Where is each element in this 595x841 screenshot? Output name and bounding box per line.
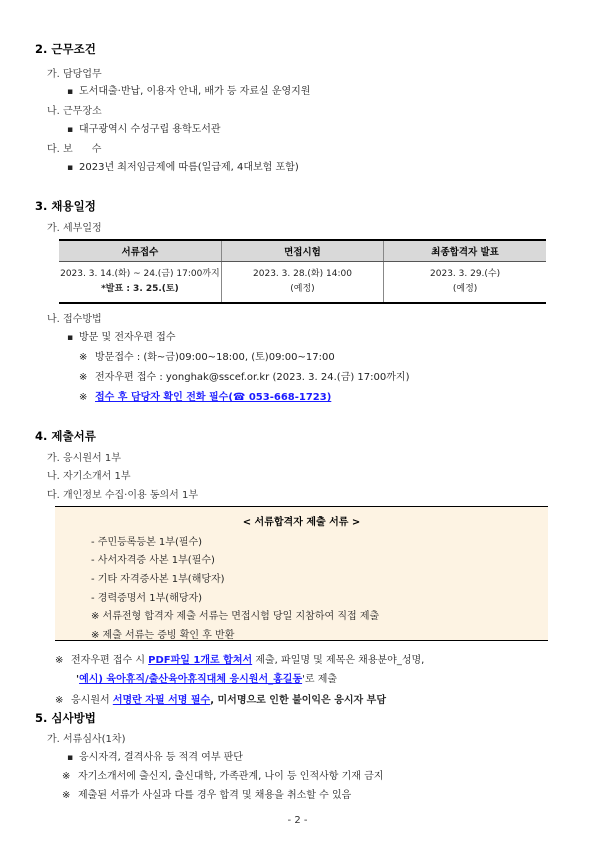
interview-date: 2023. 3. 28.(화) 14:00 bbox=[253, 269, 352, 279]
doc-privacy-consent: 다. 개인정보 수집·이용 동의서 1부 bbox=[47, 490, 199, 501]
pdf-note bbox=[55, 651, 424, 666]
schedule-cell-interview bbox=[221, 262, 383, 304]
section-5-title: 5. 심사방법 bbox=[35, 711, 96, 725]
screening-label: 가. 서류심사(1차) bbox=[47, 734, 126, 745]
page-number: - 2 - bbox=[287, 815, 308, 826]
doc-application: 가. 응시원서 1부 bbox=[47, 453, 121, 464]
section-2-title: 2. 근무조건 bbox=[35, 42, 96, 56]
location-label: 나. 근무장소 bbox=[47, 106, 102, 117]
signature-note-post: , 미서명으로 인한 불이익은 응시자 부담 bbox=[210, 695, 386, 706]
schedule-cell-final bbox=[384, 262, 546, 304]
note-mark: ※ bbox=[79, 352, 88, 363]
pdf-note-post: 제출, 파일명 및 제목은 채용분야_성명, bbox=[252, 655, 425, 666]
doc-self-intro: 나. 자기소개서 1부 bbox=[47, 471, 131, 482]
signature-note bbox=[55, 691, 386, 706]
pdf-note-pre: 전자우편 접수 시 bbox=[71, 655, 149, 666]
filename-example: 예시) 육아휴직/출산육아휴직대체 응시원서_홍길동 bbox=[79, 674, 303, 685]
final-date: 2023. 3. 29.(수) bbox=[430, 269, 501, 279]
quote-open: ' bbox=[76, 674, 80, 685]
phone-confirm-text: 접수 후 담당자 확인 전화 필수(☎ 053-668-1723) bbox=[95, 392, 332, 403]
box-line: ※ 제출 서류는 증빙 확인 후 반환 bbox=[91, 630, 235, 641]
location-item: ▪ 대구광역시 수성구립 용학도서관 bbox=[67, 120, 221, 135]
note-mark: ※ bbox=[79, 392, 88, 403]
schedule-cell-application bbox=[59, 262, 221, 304]
application-period: 2023. 3. 14.(화) ~ 24.(금) 17:00까지 bbox=[60, 269, 220, 279]
schedule-label: 가. 세부일정 bbox=[47, 223, 102, 234]
schedule-header-row bbox=[59, 240, 546, 262]
schedule-header-application: 서류접수 bbox=[59, 240, 221, 262]
duty-label: 가. 담당업무 bbox=[47, 69, 102, 80]
box-line: ※ 서류전형 합격자 제출 서류는 면접시험 당일 지참하여 직접 제출 bbox=[91, 611, 380, 622]
section-4-title: 4. 제출서류 bbox=[35, 429, 96, 443]
pdf-note-emph: PDF파일 1개로 합쳐서 bbox=[148, 655, 253, 666]
salary-label: 다. 보 수 bbox=[47, 144, 102, 155]
visit-note-text: 방문접수 : (화~금)09:00~18:00, (토)09:00~17:00 bbox=[95, 352, 335, 363]
schedule-table bbox=[59, 239, 546, 304]
email-note-text: 전자우편 접수 : yonghak@sscef.or.kr (2023. 3. 24.(금) 17:00까지) bbox=[95, 372, 410, 383]
schedule-header-interview: 면접시험 bbox=[221, 240, 383, 262]
interview-tentative: (예정) bbox=[290, 284, 315, 294]
schedule-row bbox=[59, 262, 546, 304]
email-note bbox=[79, 368, 409, 383]
note-mark: ※ bbox=[62, 790, 71, 801]
method-label: 나. 접수방법 bbox=[47, 314, 102, 325]
final-tentative: (예정) bbox=[452, 284, 478, 294]
method-item: ▪ 방문 및 전자우편 접수 bbox=[67, 328, 175, 343]
cancellation-text: 제출된 서류가 사실과 다를 경우 합격 및 채용을 취소할 수 있음 bbox=[78, 790, 352, 801]
cancellation-note bbox=[62, 786, 351, 801]
note-mark: ※ bbox=[62, 771, 71, 782]
filename-note-post: '로 제출 bbox=[302, 674, 338, 685]
box-line: - 경력증명서 1부(해당자) bbox=[91, 593, 203, 604]
note-mark: ※ bbox=[79, 372, 88, 383]
prohibited-info-text: 자기소개서에 출신지, 출신대학, 가족관계, 나이 등 인적사항 기재 금지 bbox=[78, 771, 384, 782]
note-mark: ※ bbox=[55, 655, 64, 666]
box-line: - 사서자격증 사본 1부(필수) bbox=[91, 555, 215, 566]
section-3-title: 3. 채용일정 bbox=[35, 199, 96, 213]
phone-note bbox=[79, 388, 331, 403]
filename-note bbox=[76, 670, 337, 685]
duty-item: ▪ 도서대출·반납, 이용자 안내, 배가 등 자료실 운영지원 bbox=[67, 82, 310, 97]
prohibited-info-note bbox=[62, 767, 383, 782]
note-mark: ※ bbox=[55, 695, 64, 706]
box-line: - 기타 자격증사본 1부(해당자) bbox=[91, 574, 225, 585]
box-title: < 서류합격자 제출 서류 > bbox=[242, 517, 361, 528]
signature-required: 서명란 자필 서명 필수 bbox=[112, 695, 211, 706]
box-line: - 주민등록등본 1부(필수) bbox=[91, 537, 203, 548]
schedule-header-final: 최종합격자 발표 bbox=[384, 240, 546, 262]
application-announce: *발표 : 3. 25.(토) bbox=[101, 284, 179, 294]
salary-item: ▪ 2023년 최저임금제에 따름(일급제, 4대보험 포함) bbox=[67, 158, 299, 173]
screening-item: ▪ 응시자격, 결격사유 등 적격 여부 판단 bbox=[67, 748, 243, 763]
visit-note bbox=[79, 348, 335, 363]
passed-documents-box bbox=[55, 506, 548, 641]
signature-note-pre: 응시원서 bbox=[71, 695, 113, 706]
